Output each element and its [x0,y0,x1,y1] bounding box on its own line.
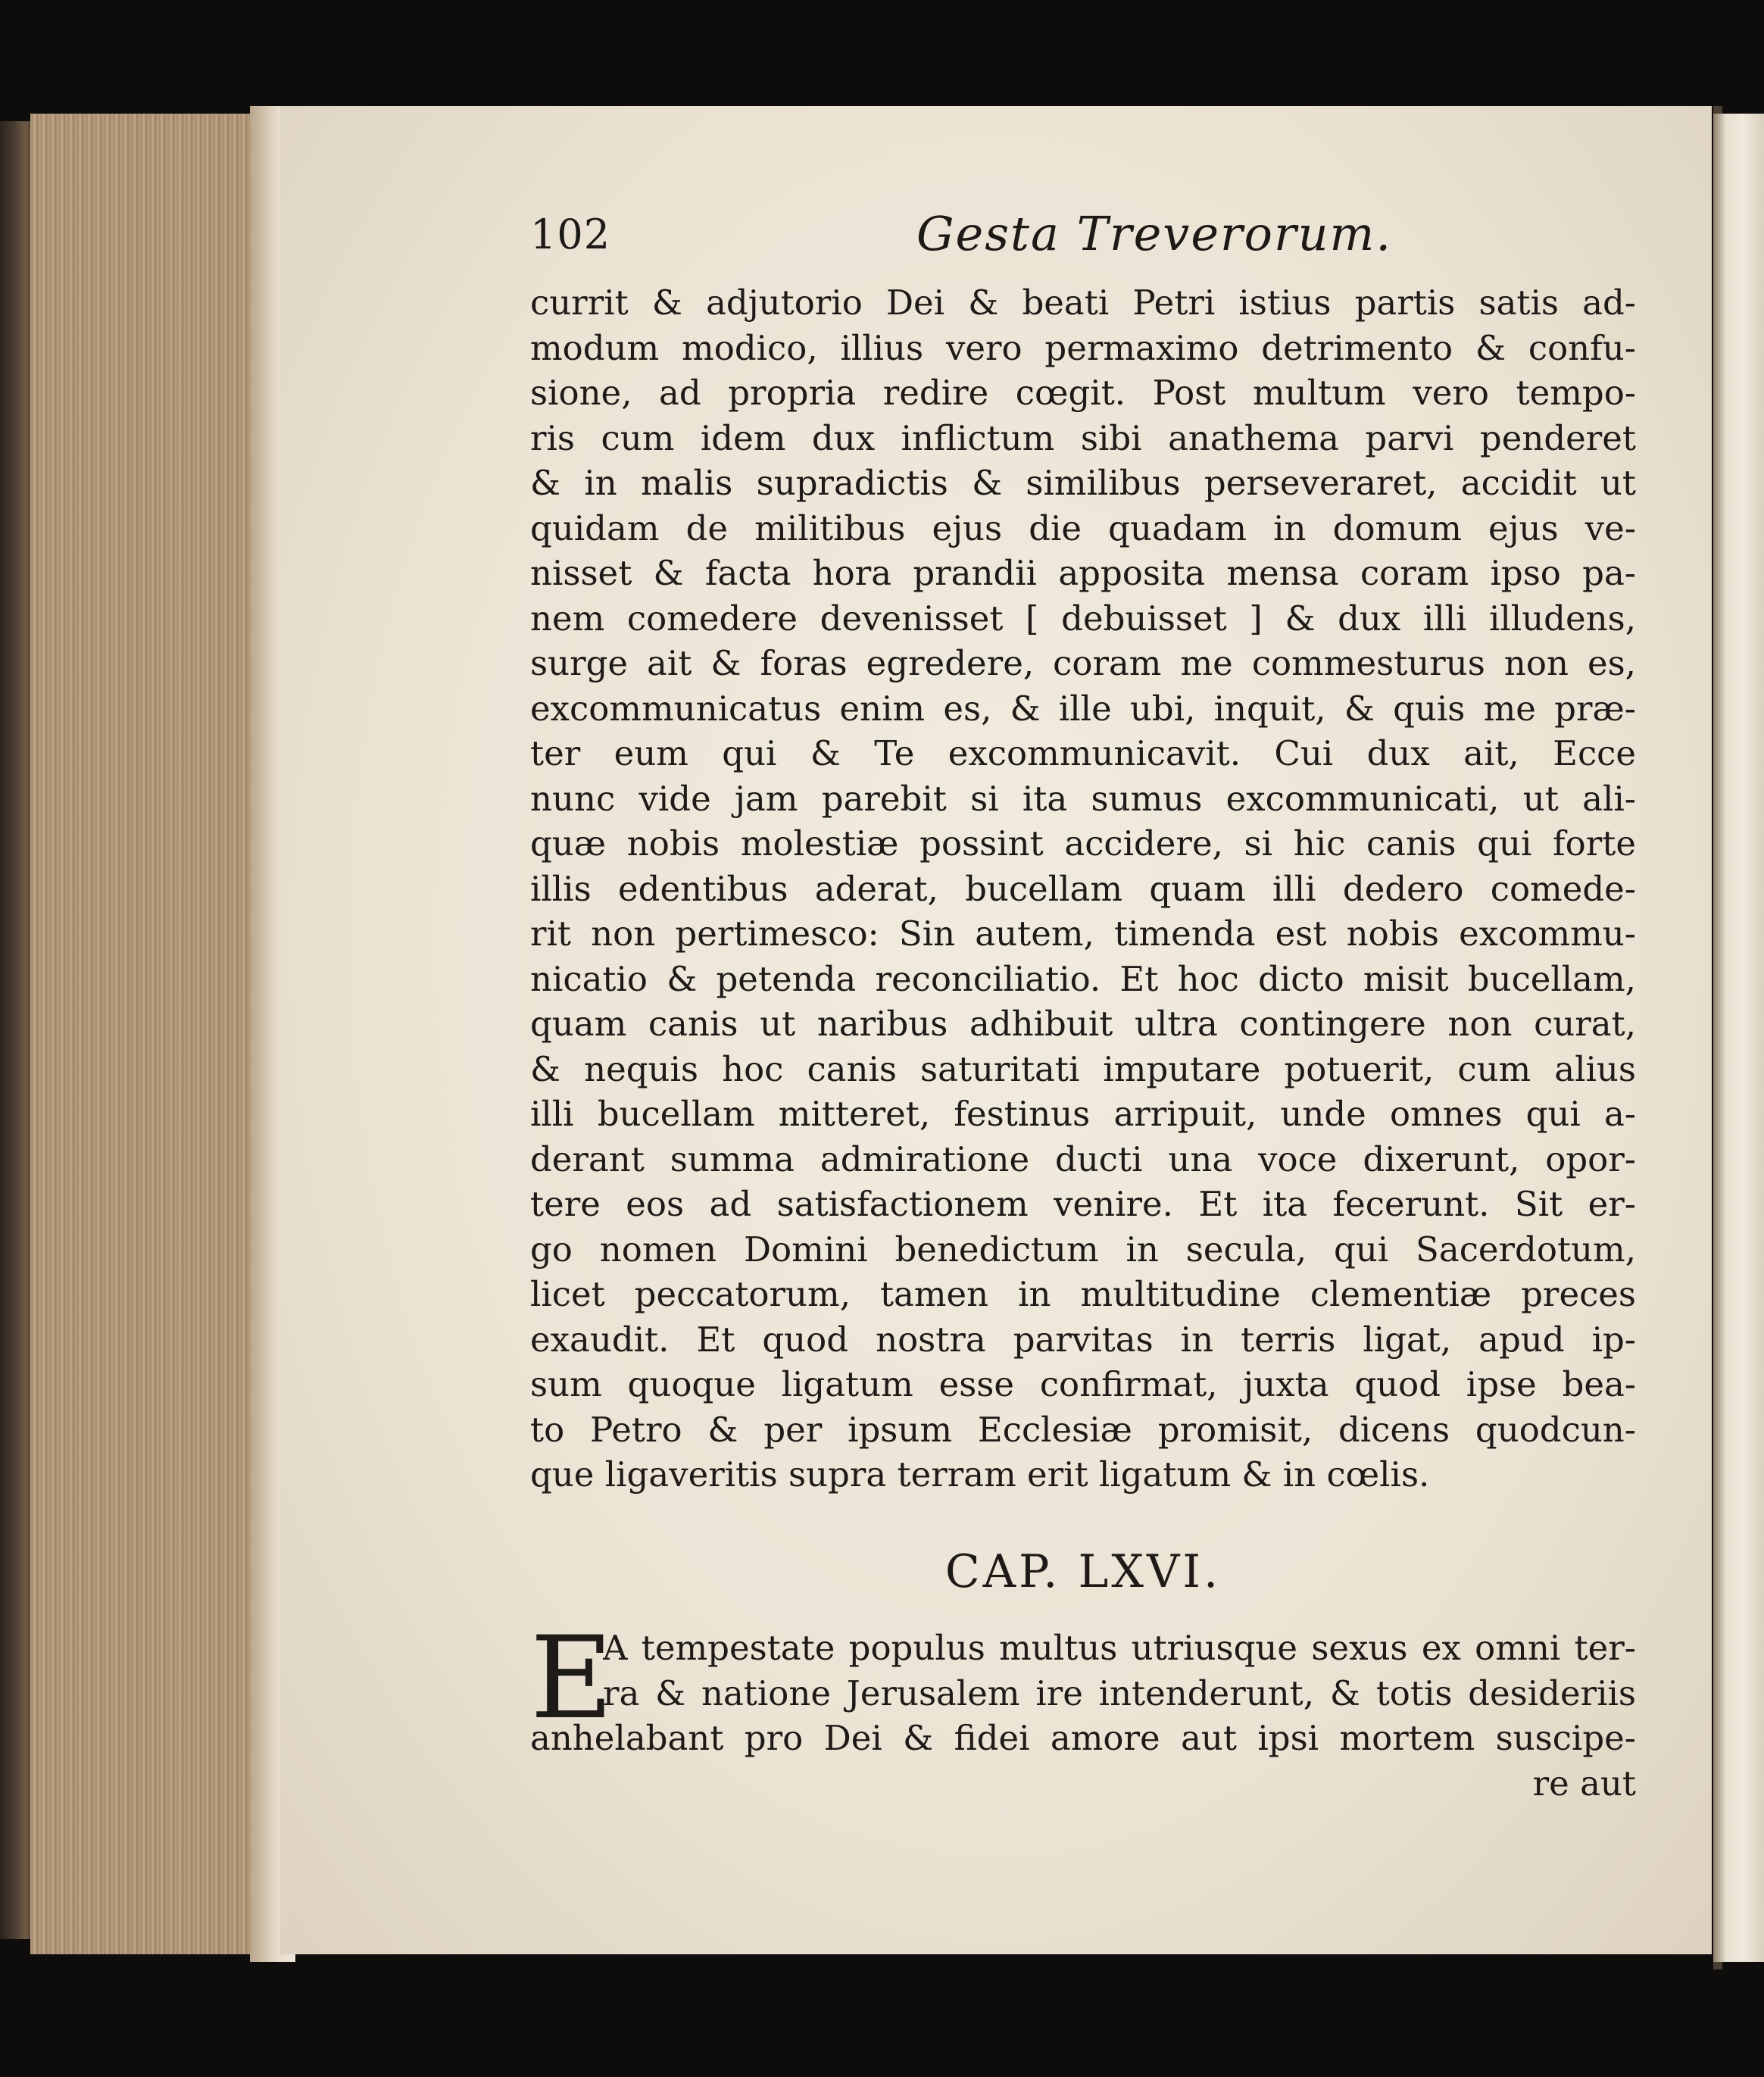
text-line: sum quoque ligatum esse confirmat, juxta quod ipse bea- [530,1364,1636,1404]
page-header [530,206,1636,271]
text-line: nisset & facta hora prandii apposita mensa coram ipso pa- [530,553,1636,593]
chapter-paragraph [530,1613,1636,1806]
text-line: nicatio & petenda reconciliatio. Et hoc dicto misit bucellam, [530,958,1636,999]
text-line: derant summa admiratione ducti una voce dixerunt, opor- [530,1138,1636,1179]
text-line: sione, ad propria redire cœgit. Post multum vero tempo- [530,373,1636,413]
chapter-heading: CAP. LXVI. [944,1545,1222,1598]
text-line: ris cum idem dux inflictum sibi anathema parvi penderet [530,417,1636,458]
body-text [530,280,1636,1498]
running-title: Gesta Treverorum. [916,206,1393,261]
text-line: exaudit. Et quod nostra parvitas in terris ligat, apud ip- [530,1319,1636,1360]
text-line: quam canis ut naribus adhibuit ultra contingere non curat, [530,1004,1636,1044]
text-line: quæ nobis molestiæ possint accidere, si hic canis qui forte [530,823,1636,864]
text-line: nem comedere devenisset [ debuisset ] & dux illi illudens, [530,598,1636,639]
text-line: excommunicatus enim es, & ille ubi, inquit, & quis me præ- [530,688,1636,729]
drop-cap: E [530,1613,613,1744]
text-line: tere eos ad satisfactionem venire. Et ita fecerunt. Sit er- [530,1184,1636,1224]
text-line: rit non pertimesco: Sin autem, timenda est nobis excommu- [530,914,1636,954]
page-block-edge [30,114,280,1954]
text-line: & nequis hoc canis saturitati imputare potuerit, cum alius [530,1048,1636,1089]
text-line: illis edentibus aderat, bucellam quam illi dedero comede- [530,868,1636,909]
text-line: nunc vide jam parebit si ita sumus excommunicati, ut ali- [530,778,1636,819]
text-line: que ligaveritis supra terram erit ligatum & in cœlis. [530,1454,1430,1495]
text-line: to Petro & per ipsum Ecclesiæ promisit, dicens quodcun- [530,1409,1636,1450]
text-line: illi bucellam mitteret, festinus arripuit, unde omnes qui a- [530,1094,1636,1134]
text-line: quidam de militibus ejus die quadam in domum ejus ve- [530,508,1636,548]
text-line: ra & natione Jerusalem ire intenderunt, & totis desideriis [603,1673,1636,1713]
text-line: anhelabant pro Dei & fidei amore aut ipsi mortem suscipe- [530,1718,1636,1758]
text-line: ter eum qui & Te excommunicavit. Cui dux ait, Ecce [530,733,1636,773]
facing-page [1713,114,1764,1962]
text-line: currit & adjutorio Dei & beati Petri istius partis satis ad- [530,283,1636,323]
text-line: licet peccatorum, tamen in multitudine clementiæ preces [530,1274,1636,1314]
text-line: & in malis supradictis & similibus perseveraret, accidit ut [530,463,1636,503]
page-number: 102 [530,211,611,258]
text-line: go nomen Domini benedictum in secula, qui Sacerdotum, [530,1229,1636,1270]
text-line: surge ait & foras egredere, coram me commesturus non es, [530,643,1636,683]
catchword: re aut [1532,1763,1636,1804]
text-line: modum modico, illius vero permaximo detrimento & confu- [530,327,1636,368]
text-line: A tempestate populus multus utriusque sexus ex omni ter- [603,1628,1636,1668]
